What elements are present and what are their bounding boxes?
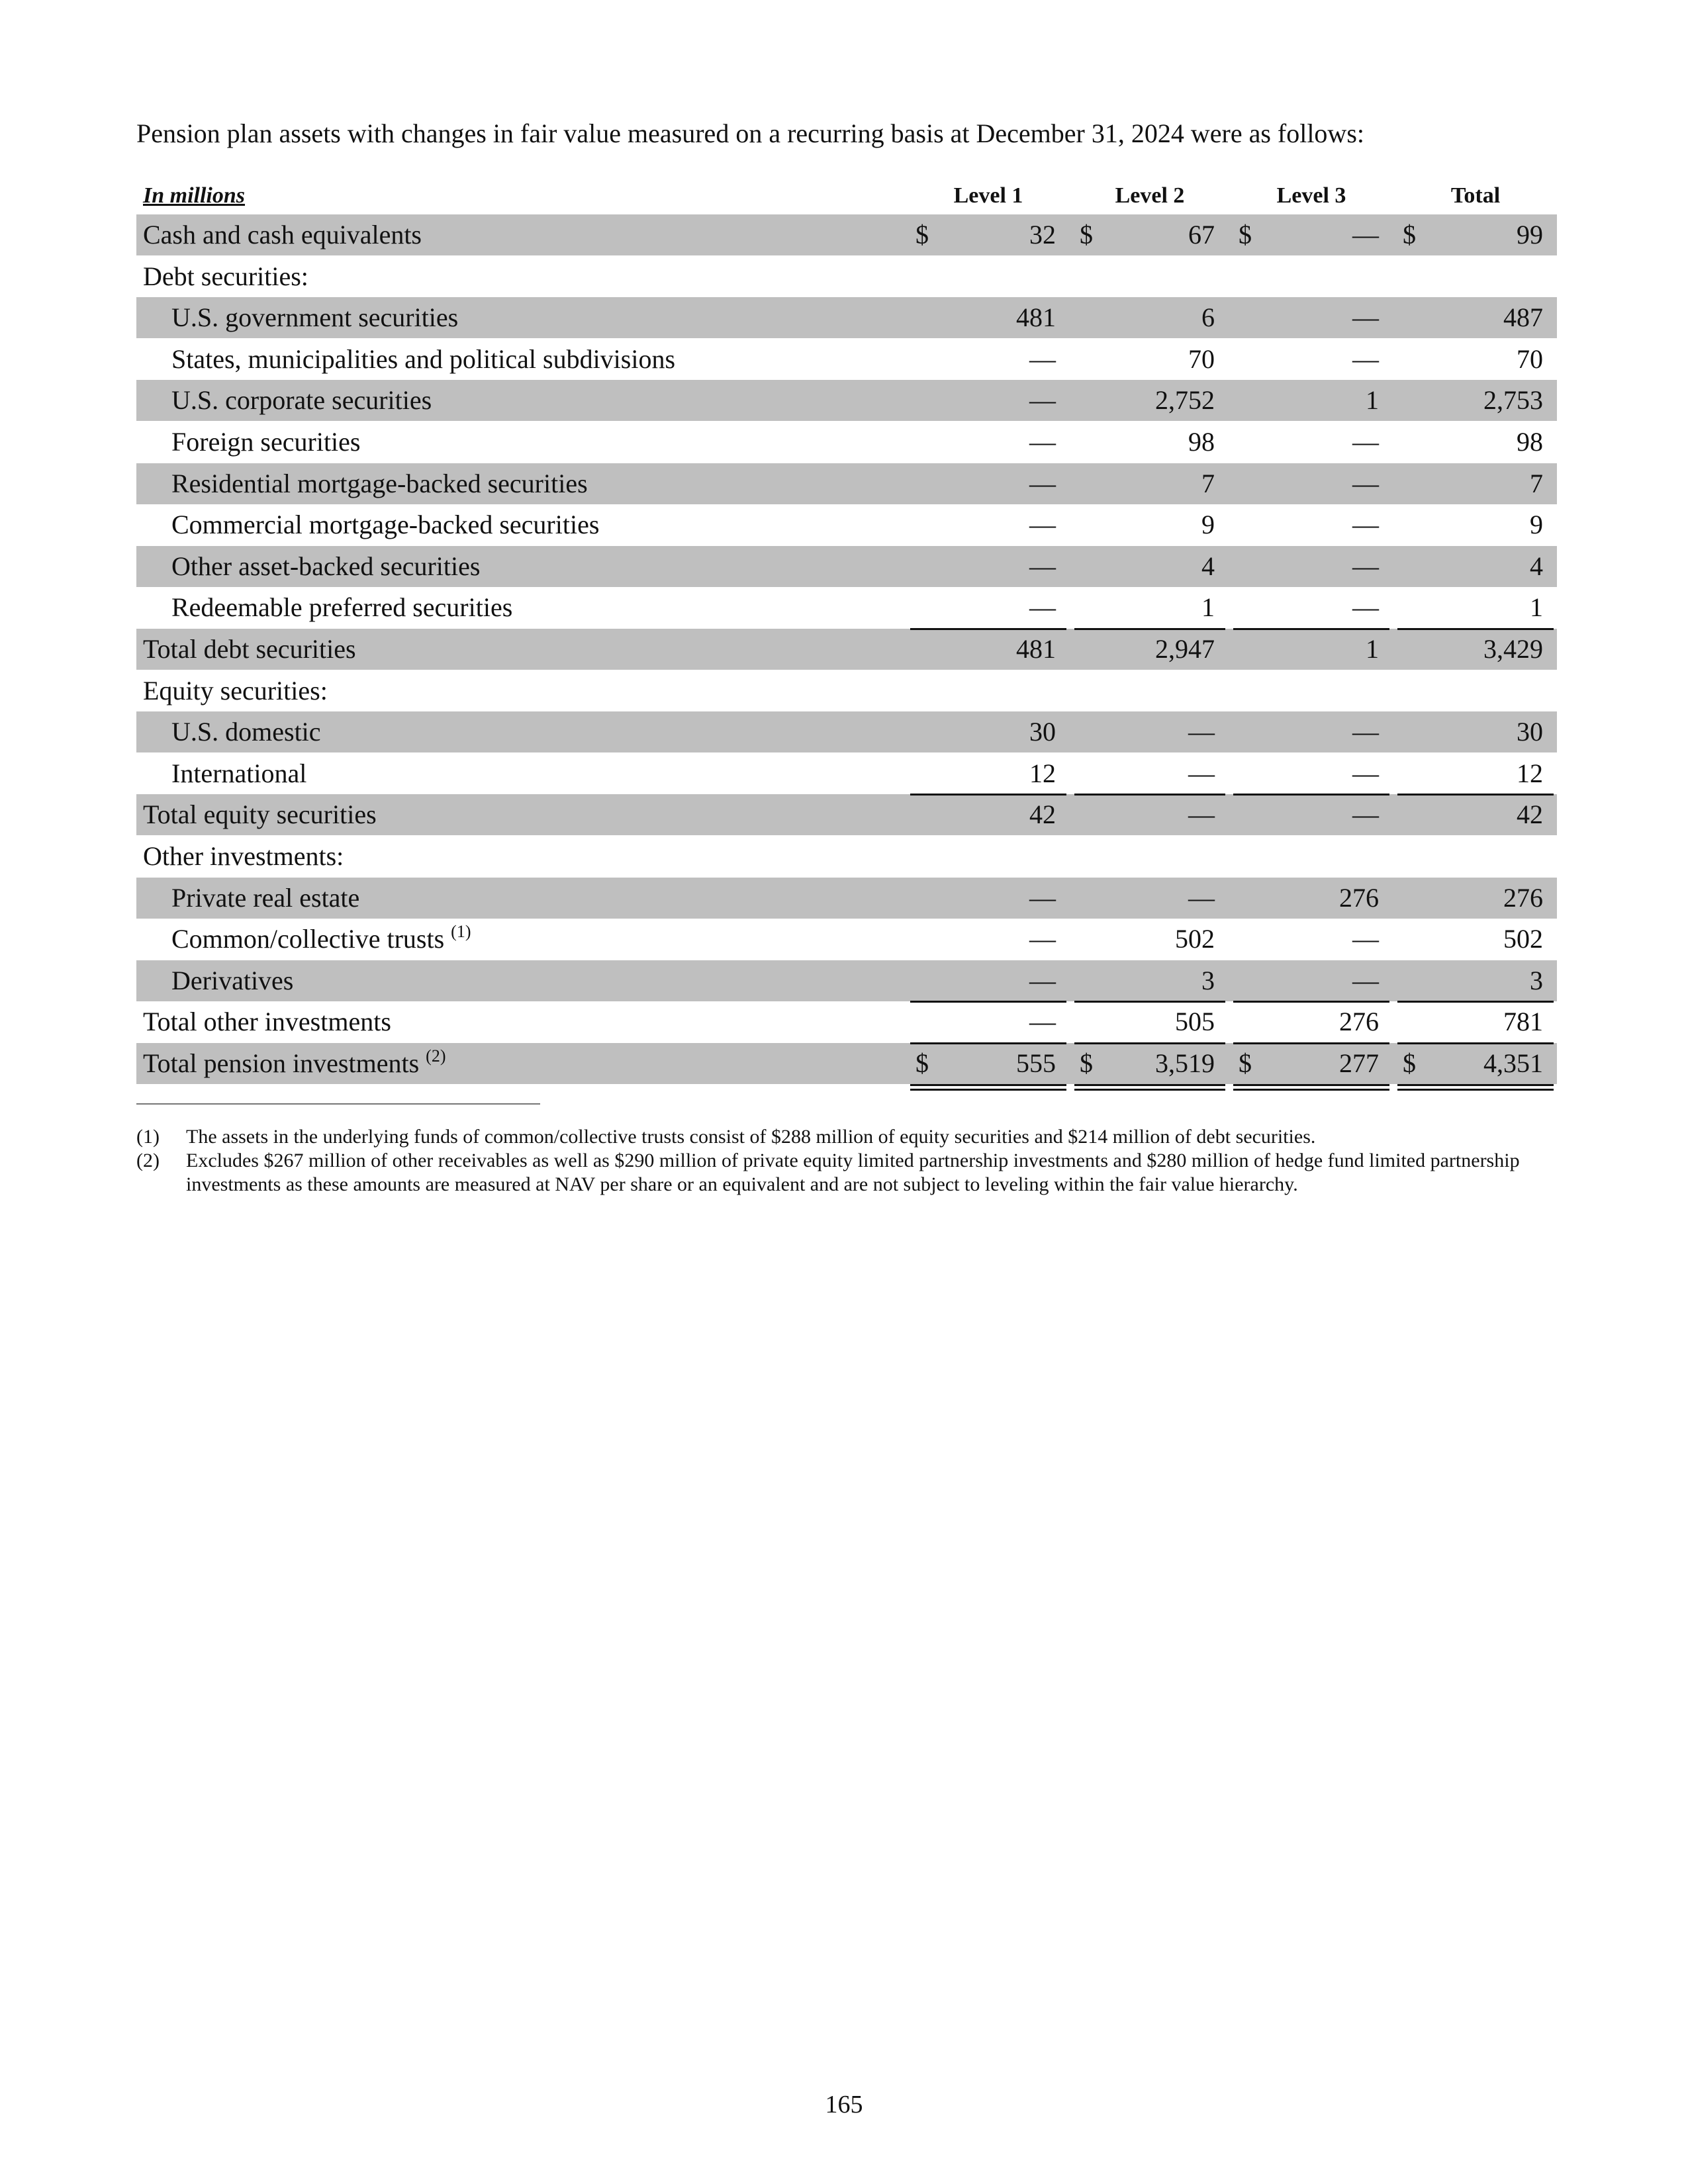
- table-row: [136, 422, 1557, 463]
- table-cell: [1233, 339, 1389, 380]
- cell-value: 781: [1503, 1007, 1543, 1037]
- footnote-1: [136, 1125, 1560, 1149]
- table-cell: [1233, 960, 1389, 1001]
- footnote-reference: (2): [426, 1046, 446, 1066]
- currency-symbol: $: [1080, 1048, 1093, 1078]
- cell-value: —: [1029, 1007, 1056, 1037]
- table-cell: [1074, 711, 1225, 752]
- table-row: [136, 546, 1557, 587]
- footnote-text: The assets in the underlying funds of common/collective trusts consist of $288 million of equity securities and $214 million of debt securities.: [186, 1126, 1316, 1148]
- currency-symbol: $: [1080, 220, 1093, 250]
- table-cell: [910, 753, 1066, 794]
- cell-value: 505: [1175, 1007, 1215, 1037]
- table-cell: [910, 711, 1066, 752]
- table-cell: [1397, 878, 1554, 919]
- footnote-text: Excludes $267 million of other receivables as well as $290 million of private equity limited partnership investments and $280 million of hedge fund limited partnership investments as these amounts are measured at NAV per share or an equivalent and are not subject to leveling within the fair value hierarchy.: [186, 1150, 1520, 1195]
- table-cell: [1397, 587, 1554, 628]
- cell-value: —: [1188, 799, 1215, 830]
- cell-value: —: [1352, 799, 1379, 830]
- row-label: [171, 587, 512, 628]
- table-row: [136, 1001, 1557, 1042]
- currency-symbol: $: [1403, 220, 1416, 250]
- table-cell: [910, 878, 1066, 919]
- cell-value: 42: [1029, 799, 1056, 830]
- table-row: [136, 1043, 1557, 1084]
- table-cell: [1397, 422, 1554, 463]
- row-label-text: States, municipalities and political subdivisions: [171, 343, 676, 374]
- cell-value: —: [1029, 592, 1056, 623]
- table-cell: [910, 587, 1066, 628]
- row-label-text: Common/collective trusts: [171, 924, 445, 954]
- table-cell: [1233, 711, 1389, 752]
- table-cell: [1233, 297, 1389, 338]
- column-header-level-3: Level 3: [1233, 177, 1389, 216]
- currency-symbol: $: [915, 220, 929, 250]
- cell-value: —: [1029, 965, 1056, 995]
- table-cell: [1233, 1043, 1389, 1084]
- cell-value: 487: [1503, 302, 1543, 333]
- currency-symbol: $: [1403, 1048, 1416, 1078]
- table-cell: [910, 794, 1066, 835]
- row-label-text: Debt securities:: [143, 261, 308, 291]
- footnote-separator: [136, 1103, 540, 1105]
- cell-value: —: [1352, 220, 1379, 250]
- row-label-text: Total debt securities: [143, 634, 356, 664]
- cell-value: —: [1029, 510, 1056, 540]
- cell-value: 6: [1201, 302, 1215, 333]
- table-cell: [910, 214, 1066, 255]
- cell-value: —: [1188, 882, 1215, 913]
- table-cell: [1397, 297, 1554, 338]
- row-label-text: Private real estate: [171, 882, 360, 913]
- row-label-text: U.S. domestic: [171, 717, 321, 747]
- table-row: [136, 587, 1557, 628]
- column-header-level-2: Level 2: [1074, 177, 1225, 216]
- table-row: [136, 339, 1557, 380]
- table-row: [136, 504, 1557, 545]
- cell-value: —: [1352, 343, 1379, 374]
- table-cell: [1397, 546, 1554, 587]
- cell-value: 4: [1201, 551, 1215, 581]
- cell-value: 99: [1517, 220, 1543, 250]
- table-cell: [1397, 214, 1554, 255]
- table-cell: [1233, 1001, 1389, 1042]
- cell-value: 4: [1530, 551, 1543, 581]
- row-label-text: U.S. government securities: [171, 302, 459, 333]
- cell-value: 555: [1016, 1048, 1056, 1078]
- table-cell: [1074, 1043, 1225, 1084]
- row-label-text: Other asset-backed securities: [171, 551, 481, 581]
- cell-value: —: [1029, 551, 1056, 581]
- table-cell: [910, 297, 1066, 338]
- cell-value: 7: [1201, 468, 1215, 498]
- table-row: [136, 297, 1557, 338]
- table-cell: [1074, 960, 1225, 1001]
- table-cell: [1074, 629, 1225, 670]
- table-cell: [1074, 794, 1225, 835]
- table-cell: [1074, 753, 1225, 794]
- cell-value: 42: [1517, 799, 1543, 830]
- column-header-total: Total: [1397, 177, 1554, 216]
- row-label-text: Derivatives: [171, 965, 294, 995]
- table-cell: [1074, 504, 1225, 545]
- row-label-text: Equity securities:: [143, 675, 328, 705]
- cell-value: 9: [1530, 510, 1543, 540]
- table-row: [136, 670, 1557, 711]
- table-cell: [1233, 504, 1389, 545]
- table-cell: [1397, 1043, 1554, 1084]
- row-label: [171, 960, 293, 1001]
- cell-value: —: [1352, 468, 1379, 498]
- cell-value: 276: [1339, 882, 1379, 913]
- row-label: [171, 711, 321, 752]
- table-cell: [910, 339, 1066, 380]
- cell-value: 481: [1016, 634, 1056, 664]
- table-cell: [1233, 919, 1389, 960]
- cell-value: —: [1029, 924, 1056, 954]
- currency-symbol: $: [1239, 1048, 1252, 1078]
- cell-value: 1: [1366, 385, 1379, 416]
- cell-value: 12: [1029, 758, 1056, 788]
- cell-value: —: [1188, 758, 1215, 788]
- table-row: [136, 214, 1557, 255]
- table-cell: [1233, 629, 1389, 670]
- table-row: [136, 753, 1557, 794]
- table-cell: [1074, 214, 1225, 255]
- table-cell: [1074, 297, 1225, 338]
- table-cell: [910, 463, 1066, 504]
- cell-value: 32: [1029, 220, 1056, 250]
- row-label: [171, 919, 471, 960]
- column-header-level-1: Level 1: [910, 177, 1066, 216]
- row-label: [143, 629, 356, 670]
- table-cell: [1397, 794, 1554, 835]
- cell-value: 67: [1188, 220, 1215, 250]
- cell-value: 7: [1530, 468, 1543, 498]
- row-label: [171, 463, 588, 504]
- row-label: [143, 794, 377, 835]
- cell-value: —: [1352, 758, 1379, 788]
- cell-value: 30: [1029, 717, 1056, 747]
- table-cell: [1074, 463, 1225, 504]
- table-cell: [1233, 794, 1389, 835]
- cell-value: —: [1352, 592, 1379, 623]
- row-label-text: Redeemable preferred securities: [171, 592, 513, 623]
- row-label-text: Total pension investments: [143, 1048, 420, 1078]
- cell-value: 3: [1530, 965, 1543, 995]
- cell-value: 9: [1201, 510, 1215, 540]
- table-row: [136, 256, 1557, 297]
- footnote-2: [136, 1149, 1560, 1220]
- cell-value: 502: [1503, 924, 1543, 954]
- cell-value: —: [1352, 427, 1379, 457]
- row-label: [143, 256, 308, 297]
- cell-value: —: [1352, 302, 1379, 333]
- cell-value: 1: [1530, 592, 1543, 623]
- table-cell: [1233, 546, 1389, 587]
- row-label-text: Commercial mortgage-backed securities: [171, 510, 600, 540]
- footnote-reference: (1): [451, 921, 471, 941]
- table-row: [136, 463, 1557, 504]
- row-label: [143, 214, 422, 255]
- table-cell: [1233, 587, 1389, 628]
- table-row: [136, 380, 1557, 421]
- row-label: [171, 753, 306, 794]
- cell-value: 4,351: [1483, 1048, 1543, 1078]
- currency-symbol: $: [915, 1048, 929, 1078]
- row-label: [171, 546, 480, 587]
- row-label: [143, 1043, 445, 1084]
- cell-value: 3: [1201, 965, 1215, 995]
- table-cell: [1074, 339, 1225, 380]
- table-cell: [910, 546, 1066, 587]
- row-label: [171, 878, 359, 919]
- table-row: [136, 629, 1557, 670]
- row-label: [143, 836, 344, 877]
- table-cell: [1233, 214, 1389, 255]
- cell-value: —: [1029, 427, 1056, 457]
- table-cell: [1233, 463, 1389, 504]
- cell-value: —: [1029, 882, 1056, 913]
- row-label: [143, 670, 328, 711]
- table-cell: [1074, 1001, 1225, 1042]
- row-label-text: Foreign securities: [171, 427, 361, 457]
- table-cell: [910, 1001, 1066, 1042]
- page-number: 165: [825, 2091, 863, 2118]
- cell-value: 98: [1517, 427, 1543, 457]
- footnote-mark: (1): [136, 1126, 160, 1148]
- cell-value: —: [1029, 343, 1056, 374]
- table-cell: [1074, 422, 1225, 463]
- cell-value: 3,429: [1483, 634, 1543, 664]
- column-header-label: In millions: [143, 183, 246, 208]
- table-cell: [910, 380, 1066, 421]
- cell-value: 3,519: [1155, 1048, 1215, 1078]
- table-cell: [910, 422, 1066, 463]
- table-cell: [1397, 919, 1554, 960]
- row-label-text: Residential mortgage-backed securities: [171, 468, 588, 498]
- cell-value: 481: [1016, 302, 1056, 333]
- table-cell: [1397, 380, 1554, 421]
- cell-value: 277: [1339, 1048, 1379, 1078]
- cell-value: 2,752: [1155, 385, 1215, 416]
- row-label-text: International: [171, 758, 307, 788]
- table-row: [136, 794, 1557, 835]
- table-cell: [1074, 380, 1225, 421]
- table-row: [136, 919, 1557, 960]
- table-cell: [1397, 339, 1554, 380]
- table-cell: [1397, 504, 1554, 545]
- table-cell: [1397, 960, 1554, 1001]
- currency-symbol: $: [1239, 220, 1252, 250]
- table-cell: [1074, 546, 1225, 587]
- cell-value: 70: [1188, 343, 1215, 374]
- table-cell: [1074, 878, 1225, 919]
- cell-value: 30: [1517, 717, 1543, 747]
- row-label: [171, 297, 458, 338]
- cell-value: —: [1029, 468, 1056, 498]
- table-cell: [1397, 711, 1554, 752]
- table-row: [136, 711, 1557, 752]
- table-cell: [1397, 1001, 1554, 1042]
- cell-value: 1: [1366, 634, 1379, 664]
- row-label: [171, 504, 599, 545]
- table-cell: [910, 960, 1066, 1001]
- table-cell: [1397, 753, 1554, 794]
- cell-value: 2,753: [1483, 385, 1543, 416]
- table-row: [136, 960, 1557, 1001]
- table-cell: [910, 629, 1066, 670]
- table-cell: [1074, 919, 1225, 960]
- table-row: [136, 836, 1557, 877]
- row-label-text: Total other investments: [143, 1007, 391, 1037]
- cell-value: 12: [1517, 758, 1543, 788]
- row-label-text: Total equity securities: [143, 799, 377, 830]
- row-label: [171, 339, 675, 380]
- cell-value: 98: [1188, 427, 1215, 457]
- table-cell: [1074, 587, 1225, 628]
- cell-value: 70: [1517, 343, 1543, 374]
- cell-value: 2,947: [1155, 634, 1215, 664]
- table-cell: [910, 919, 1066, 960]
- cell-value: —: [1352, 924, 1379, 954]
- table-cell: [1397, 463, 1554, 504]
- row-label: [171, 422, 361, 463]
- cell-value: 502: [1175, 924, 1215, 954]
- table-cell: [1233, 380, 1389, 421]
- table-cell: [1233, 753, 1389, 794]
- row-label-text: Other investments:: [143, 841, 344, 871]
- table-cell: [1233, 422, 1389, 463]
- row-label-text: Cash and cash equivalents: [143, 220, 422, 250]
- table-cell: [910, 1043, 1066, 1084]
- cell-value: —: [1352, 510, 1379, 540]
- row-label-text: U.S. corporate securities: [171, 385, 432, 416]
- row-label: [143, 1001, 391, 1042]
- cell-value: —: [1029, 385, 1056, 416]
- footnote-mark: (2): [136, 1150, 160, 1171]
- cell-value: 276: [1339, 1007, 1379, 1037]
- cell-value: 1: [1201, 592, 1215, 623]
- cell-value: —: [1188, 717, 1215, 747]
- intro-paragraph: Pension plan assets with changes in fair value measured on a recurring basis at December 31, 2024 were as follows:: [136, 118, 1364, 148]
- table-cell: [910, 504, 1066, 545]
- cell-value: —: [1352, 551, 1379, 581]
- table-row: [136, 878, 1557, 919]
- row-label: [171, 380, 432, 421]
- cell-value: —: [1352, 965, 1379, 995]
- cell-value: 276: [1503, 882, 1543, 913]
- cell-value: —: [1352, 717, 1379, 747]
- table-cell: [1233, 878, 1389, 919]
- table-cell: [1397, 629, 1554, 670]
